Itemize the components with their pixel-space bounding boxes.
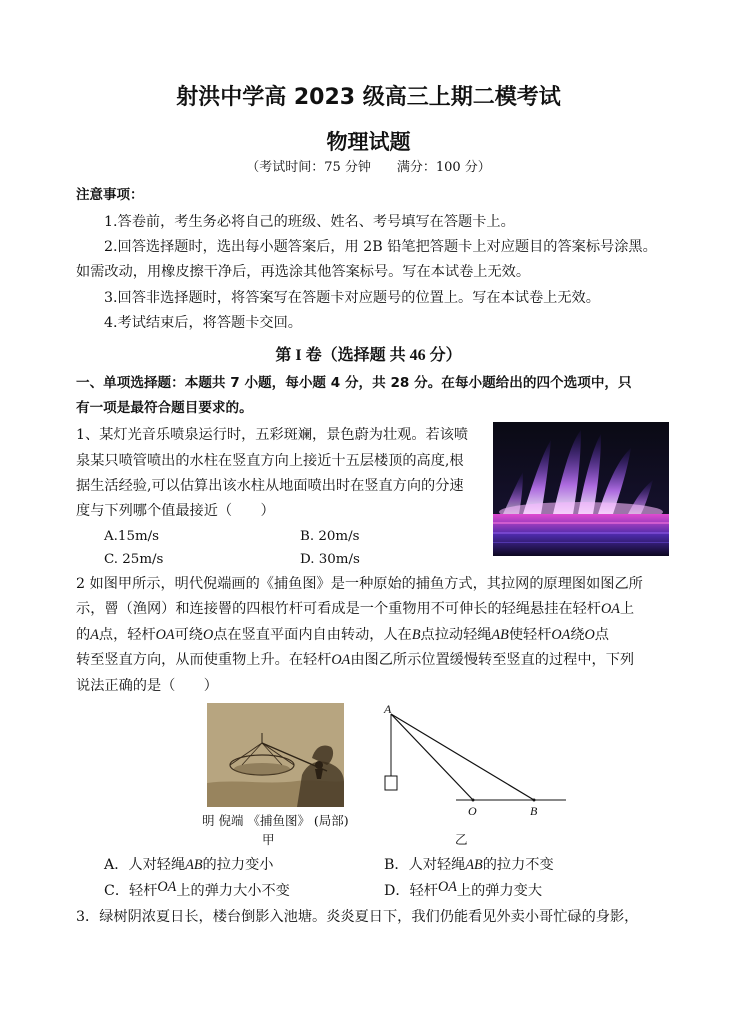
q1-stem: 泉某只喷管喷出的水柱在竖直方向上接近十五层楼顶的高度,根 xyxy=(76,453,464,469)
note-item: 如需改动，用橡皮擦干净后，再选涂其他答案标号。写在本试卷上无效。 xyxy=(76,264,531,280)
q2-stem: 的A点，轻杆OA可绕O点在竖直平面内自由转动，人在B点拉动轻绳AB使轻杆OA绕O点 xyxy=(76,627,609,643)
q1-option-b[interactable]: B. 20m/s xyxy=(300,529,360,544)
note-item: 4.考试结束后，将答题卡交回。 xyxy=(104,315,302,331)
q2-option-c[interactable]: C．轻杆OA上的弹力大小不变 xyxy=(104,879,290,899)
q2-stem: 示，罾（渔网）和连接罾的四根竹杆可看成是一个重物用不可伸长的轻绳悬挂在轻杆OA上 xyxy=(76,601,635,617)
label-yi: 乙 xyxy=(455,832,468,847)
point-b-label: B xyxy=(530,804,538,818)
q1-option-a[interactable]: A.15m/s xyxy=(104,529,160,544)
q1-stem: 度与下列哪个值最接近（ ） xyxy=(76,503,275,519)
subject-title: 物理试题 xyxy=(326,130,411,154)
note-item: 2.回答选择题时，选出每小题答案后，用 2B 铅笔把答题卡上对应题目的答案标号涂黑。 xyxy=(104,239,657,255)
exam-title: 射洪中学高 2023 级高三上期二模考试 xyxy=(176,85,561,110)
q1-stem: 据生活经验,可以估算出该水柱从地面喷出时在竖直方向的分速 xyxy=(76,478,464,494)
section-instructions: 有一项是最符合题目要求的。 xyxy=(76,400,253,416)
q2-option-d[interactable]: D．轻杆OA上的弹力变大 xyxy=(384,879,543,899)
note-item: 1.答卷前，考生务必将自己的班级、姓名、考号填写在答题卡上。 xyxy=(104,214,515,230)
fishing-painting xyxy=(207,703,344,807)
point-o-label: O xyxy=(468,804,477,818)
fountain-photo xyxy=(493,422,669,556)
point-a-label: A xyxy=(384,702,392,716)
section-instructions: 一、单项选择题：本题共 7 小题，每小题 4 分，共 28 分。在每小题给出的四个选项中，只 xyxy=(76,375,632,391)
q2-stem: 转至竖直方向，从而使重物上升。在轻杆OA由图乙所示位置缓慢转至竖直的过程中，下列 xyxy=(76,652,635,668)
q1-option-c[interactable]: C. 25m/s xyxy=(104,552,164,567)
lever-diagram xyxy=(376,702,576,820)
label-jia: 甲 xyxy=(262,832,275,847)
q2-option-a[interactable]: A．人对轻绳AB的拉力变小 xyxy=(104,857,274,873)
part-heading: 第 I 卷（选择题 共 46 分） xyxy=(275,347,462,364)
exam-info: （考试时间：75 分钟 满分：100 分） xyxy=(246,160,491,175)
q3-stem: 3．绿树阴浓夏日长，楼台倒影入池塘。炎炎夏日下，我们仍能看见外卖小哥忙碌的身影， xyxy=(76,909,639,925)
notes-heading: 注意事项： xyxy=(76,187,144,203)
painting-caption: 明 倪端 《捕鱼图》 (局部) xyxy=(202,813,349,828)
q1-stem: 1、某灯光音乐喷泉运行时，五彩斑斓，景色蔚为壮观。若该喷 xyxy=(76,427,469,443)
q1-option-d[interactable]: D. 30m/s xyxy=(300,552,360,567)
q2-stem: 2 如图甲所示，明代倪端画的《捕鱼图》是一种原始的捕鱼方式，其拉网的原理图如图乙所 xyxy=(76,576,643,592)
q2-stem: 说法正确的是（ ） xyxy=(76,678,218,694)
note-item: 3.回答非选择题时，将答案写在答题卡对应题号的位置上。写在本试卷上无效。 xyxy=(104,290,600,306)
q2-option-b[interactable]: B．人对轻绳AB的拉力不变 xyxy=(384,857,554,873)
